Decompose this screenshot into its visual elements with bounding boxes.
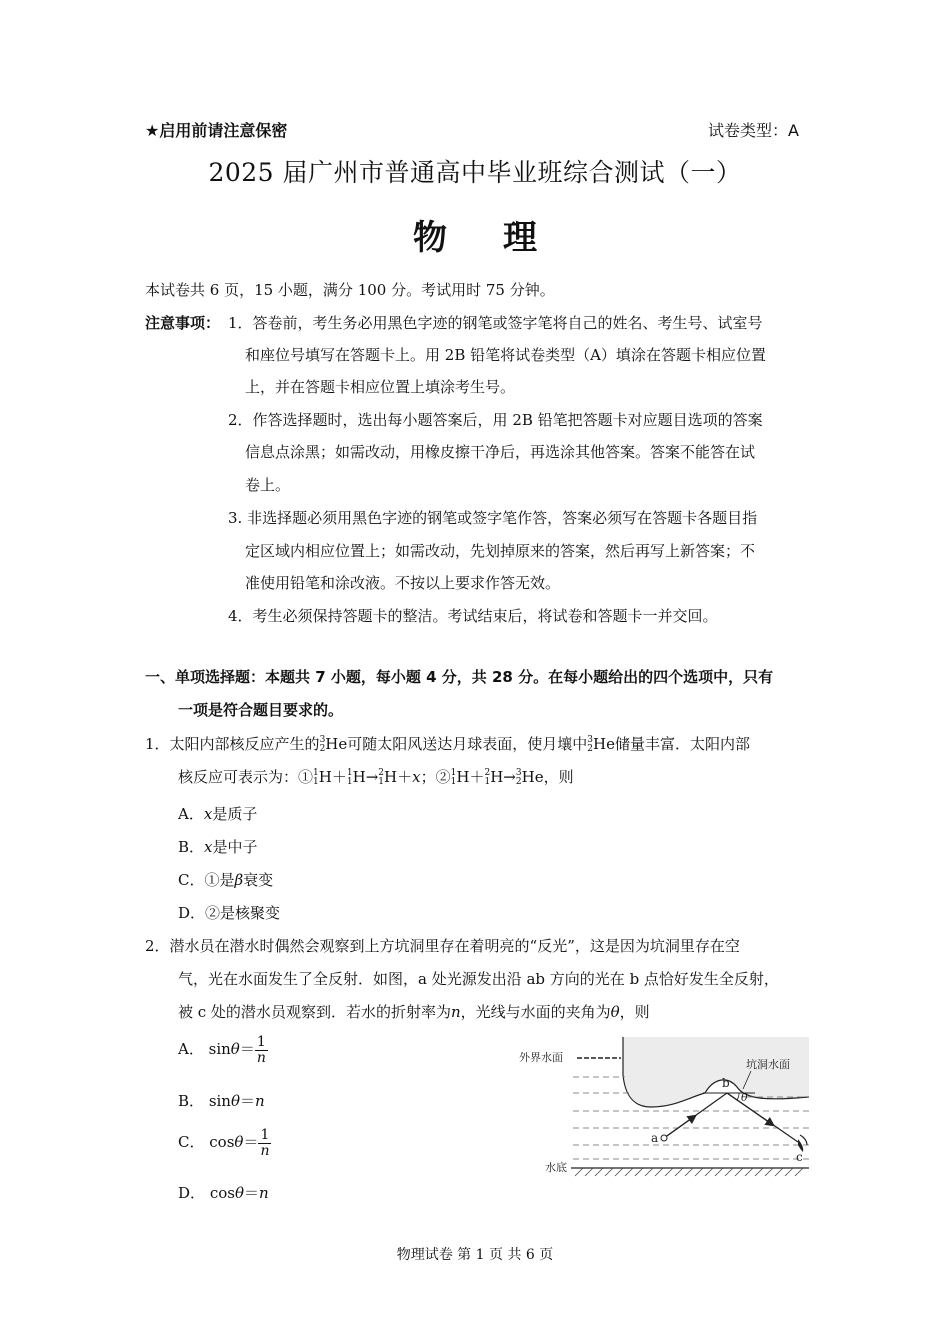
q1-text: 储量丰富．太阳内部	[614, 735, 750, 753]
q1-text: 可随太阳风送达月球表面，使月壤中	[347, 735, 588, 753]
h-symbol: H	[490, 768, 504, 786]
point-b-label: b	[722, 1076, 730, 1090]
note-line: 1．答卷前，考生务必用黑色字迹的钢笔或签字笔将自己的姓名、考生号、试室号	[228, 314, 763, 332]
note-line: 和座位号填写在答题卡上。用 2B 铅笔将试卷类型（A）填涂在答题卡相应位置	[245, 346, 766, 364]
question-2-line-1	[145, 935, 740, 956]
point-a-label: a	[651, 1131, 659, 1145]
section-heading-cont: 一项是符合题目要求的。	[178, 701, 344, 719]
cos-function: cos	[209, 1133, 235, 1152]
option-text: 衰变	[243, 871, 274, 889]
option-b[interactable]	[178, 836, 258, 857]
q2-text: 被 c 处的潜水员观察到．若水的折射率为	[178, 1003, 451, 1021]
option-a[interactable]	[178, 1035, 268, 1065]
equals-sign: ＝	[243, 1184, 259, 1202]
question-2-line-3	[178, 1001, 650, 1022]
equals-sign: ＝	[240, 1092, 256, 1110]
note-line: 4．考生必须保持答题卡的整洁。考试结束后，将试卷和答题卡一并交回。	[228, 607, 718, 625]
isotope-he3: 3 2	[515, 768, 522, 787]
incident-arrow	[664, 1116, 695, 1138]
page-footer: 物理试卷 第 1 页 共 6 页	[396, 1247, 554, 1263]
total-reflection-diagram	[515, 1035, 815, 1180]
reaction-2-marker: ②	[435, 768, 451, 786]
question-1-line-2	[178, 766, 574, 787]
note-line: 信息点涂黑；如需改动，用橡皮擦干净后，再选涂其他答案。答案不能答在试	[245, 443, 756, 461]
option-a[interactable]	[178, 803, 257, 824]
option-label: D．	[178, 1184, 206, 1202]
note-line: 定区域内相应位置上；如需改动，先划掉原来的答案，然后再写上新答案；不	[245, 542, 756, 560]
arrow-icon: →	[503, 768, 516, 786]
isotope-h2: 2 1	[484, 768, 491, 787]
numerator: 1	[258, 1128, 271, 1144]
he-symbol: He	[593, 735, 615, 753]
x-variable: x	[204, 838, 213, 856]
theta-symbol: θ	[234, 1133, 244, 1152]
numerator: 1	[255, 1035, 268, 1051]
n-variable: n	[450, 1003, 461, 1021]
question-number: 1．	[145, 735, 170, 753]
q2-text: ，则	[619, 1003, 650, 1021]
isotope-he3: 3 2	[319, 735, 326, 754]
option-label: B．	[178, 838, 205, 856]
reaction-1-marker: ①	[298, 768, 314, 786]
option-d[interactable]	[178, 1182, 269, 1203]
notes-label: 注意事项：	[145, 314, 221, 332]
arrow-icon: →	[365, 768, 379, 786]
note-line: 上，并在答题卡相应位置上填涂考生号。	[245, 378, 516, 396]
n-variable: n	[259, 1184, 269, 1202]
equals-sign: ＝	[243, 1133, 259, 1152]
option-c[interactable]	[178, 869, 273, 890]
subject-char-1: 物	[413, 218, 447, 258]
question-number: 2．	[145, 937, 170, 955]
cave-air-region	[623, 1037, 809, 1107]
q2-text: 潜水员在潜水时偶然会观察到上方坑洞里存在着明亮的“反光”，这是因为坑洞里存在空	[169, 937, 740, 955]
point-c-label: c	[796, 1150, 803, 1164]
isotope-he3: 3 2	[587, 735, 594, 754]
x-variable: x	[203, 805, 213, 823]
theta-symbol: θ	[230, 1092, 240, 1110]
sin-function: sin	[208, 1092, 231, 1110]
option-text: 是质子	[212, 805, 258, 823]
option-d[interactable]	[178, 902, 280, 923]
h-symbol: H	[384, 768, 398, 786]
subject-title	[0, 210, 950, 259]
h-symbol: H	[352, 768, 366, 786]
option-label: C．	[178, 871, 205, 889]
h-symbol: H	[456, 768, 470, 786]
subject-char-2: 理	[503, 218, 537, 258]
outside-water-label: 外界水面	[519, 1051, 563, 1064]
plus-sign: ＋	[331, 768, 347, 786]
option-b[interactable]	[178, 1090, 265, 1111]
theta-label: θ	[741, 1091, 748, 1104]
beta-symbol: β	[234, 871, 244, 889]
note-line: 准使用铅笔和涂改液。不按以上要求作答无效。	[245, 574, 561, 592]
cos-function: cos	[209, 1184, 235, 1202]
theta-symbol: θ	[230, 1040, 240, 1059]
fraction	[255, 1035, 268, 1065]
equals-sign: ＝	[239, 1040, 255, 1059]
q1-text: 太阳内部核反应产生的	[169, 735, 320, 753]
option-text: ②是核聚变	[205, 904, 281, 922]
question-2-line-2: 气，光在水面发生了全反射．如图，a 处光源发出沿 ab 方向的光在 b 点恰好发生全反射，	[178, 970, 779, 988]
option-label: B．	[178, 1092, 205, 1110]
option-label: A．	[178, 805, 204, 823]
q1-text: 核反应可表示为：	[178, 768, 299, 786]
option-c[interactable]	[178, 1128, 271, 1158]
light-source-point	[661, 1135, 667, 1141]
q1-text: ，则	[543, 768, 574, 786]
denominator: n	[260, 1142, 270, 1159]
sin-function: sin	[208, 1040, 231, 1059]
separator: ；	[420, 768, 436, 786]
paper-type: 试卷类型：A	[708, 121, 799, 140]
plus-sign: ＋	[469, 768, 485, 786]
he-symbol: He	[325, 735, 348, 753]
bottom-hatch	[575, 1168, 803, 1176]
angle-arc	[737, 1093, 739, 1100]
note-line: 3. 非选择题必须用黑色字迹的钢笔或签字笔作答，答案必须写在答题卡各题目指	[228, 509, 758, 527]
isotope-h2: 2 1	[378, 768, 385, 787]
bottom-label: 水底	[545, 1161, 567, 1174]
intro-text: 本试卷共 6 页，15 小题，满分 100 分。考试用时 75 分钟。	[145, 281, 555, 299]
exam-title: 2025 届广州市普通高中毕业班综合测试（一）	[208, 158, 742, 187]
section-heading: 一、单项选择题：本题共 7 小题，每小题 4 分，共 28 分。在每小题给出的四个选项中，只有	[145, 668, 774, 686]
option-text: 是中子	[212, 838, 258, 856]
note-line: 2．作答选择题时，选出每小题答案后，用 2B 铅笔把答题卡对应题目选项的答案	[228, 411, 763, 429]
h-symbol: H	[318, 768, 332, 786]
theta-symbol: θ	[234, 1184, 244, 1202]
isotope-h1: 1 1	[313, 768, 319, 787]
question-1-line-1	[145, 733, 750, 754]
isotope-h1: 1 1	[346, 768, 353, 787]
option-text: ①是	[204, 871, 235, 889]
he-symbol: He	[521, 768, 544, 786]
fraction	[258, 1128, 271, 1158]
option-label: C．	[178, 1133, 205, 1152]
confidential-notice: ★启用前请注意保密	[145, 121, 288, 140]
q2-text: ，光线与水面的夹角为	[460, 1003, 611, 1021]
option-label: D．	[178, 904, 206, 922]
x-variable: x	[412, 768, 421, 786]
denominator: n	[256, 1049, 266, 1066]
option-label: A．	[178, 1040, 204, 1059]
isotope-h1: 1 1	[450, 768, 457, 787]
theta-symbol: θ	[610, 1003, 620, 1021]
cave-water-label: 坑洞水面	[746, 1058, 790, 1071]
n-variable: n	[255, 1092, 265, 1110]
note-line: 卷上。	[245, 476, 291, 494]
plus-sign: ＋	[397, 768, 413, 786]
